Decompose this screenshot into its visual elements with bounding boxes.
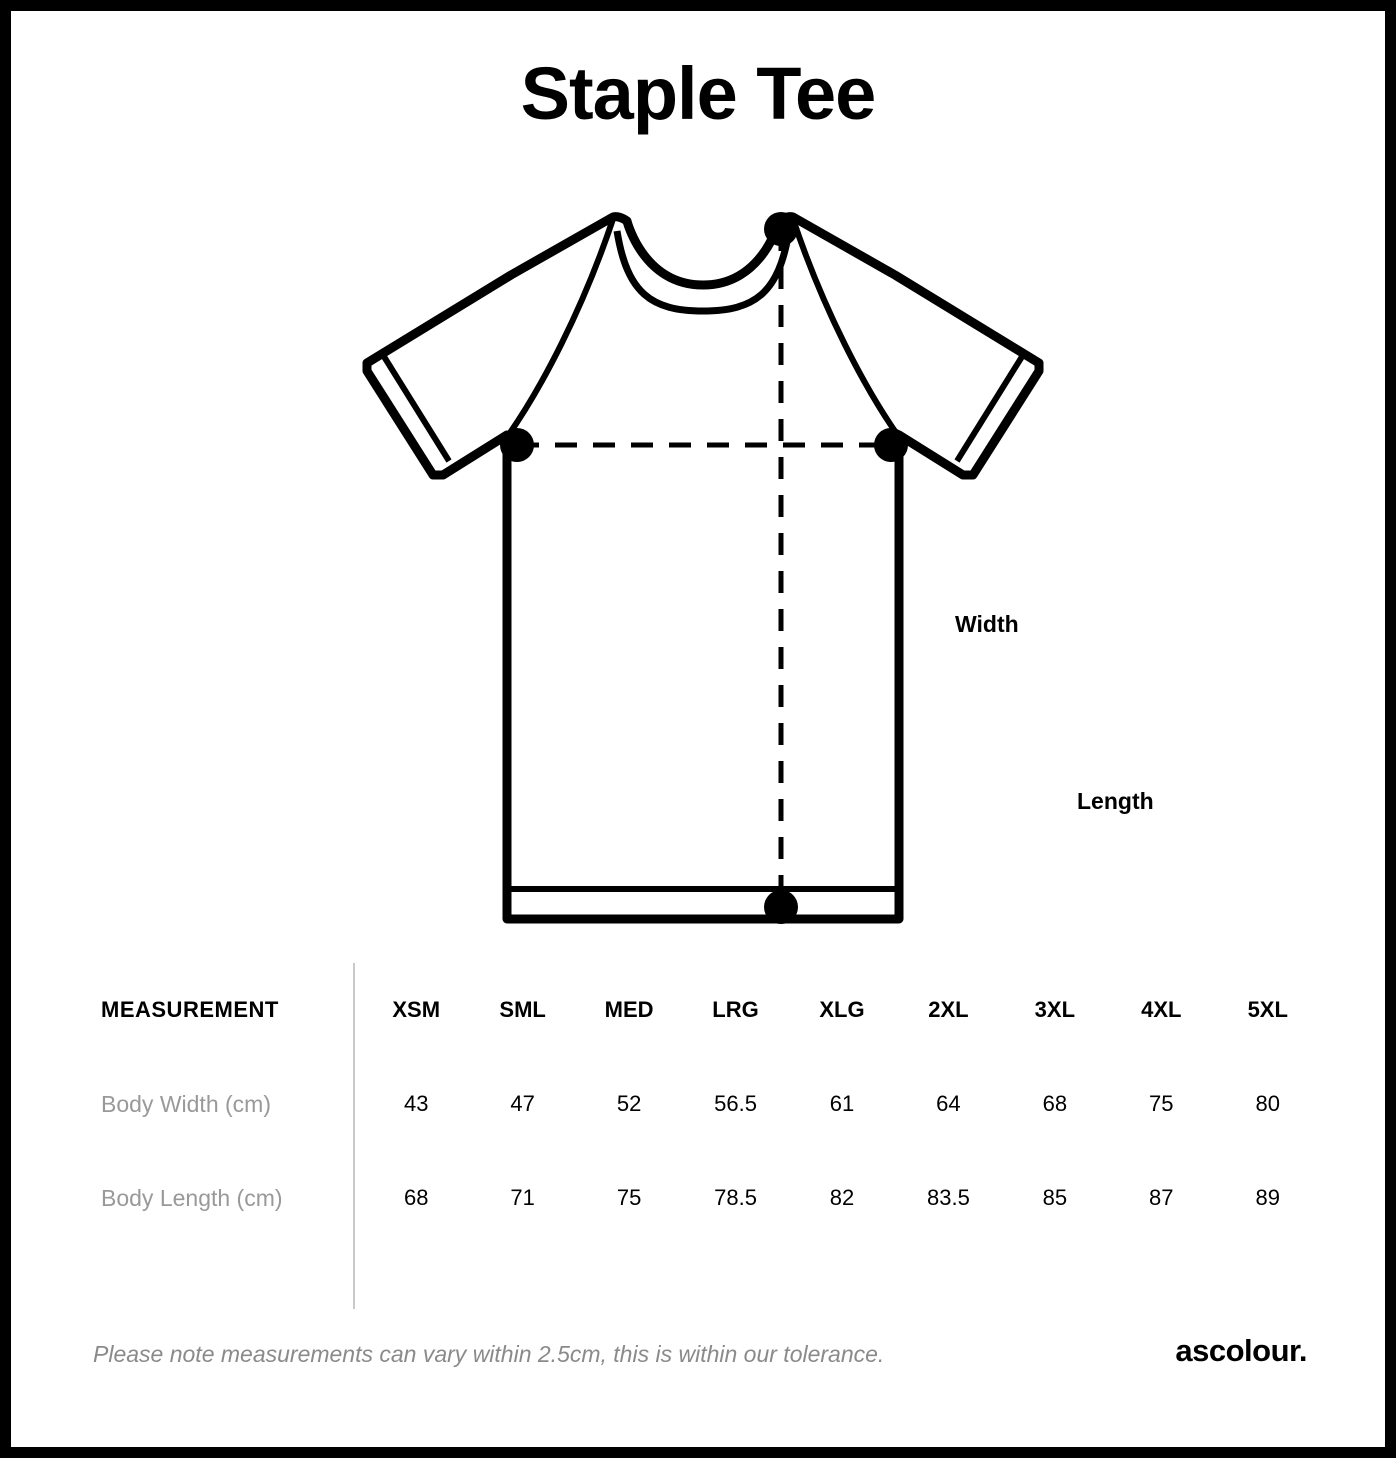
cell-body-length-xlg: 82 — [829, 1185, 855, 1210]
length-measure-label: Length — [1069, 786, 1162, 817]
table-header-row — [91, 963, 1321, 1057]
header-size-med: MED — [604, 997, 654, 1022]
brand-logo: ascolour. — [1175, 1333, 1307, 1368]
header-size-xlg: XLG — [819, 997, 865, 1022]
cell-body-length-sml: 71 — [510, 1185, 535, 1210]
table-divider — [353, 963, 355, 1309]
cell-body-length-3xl: 85 — [1042, 1185, 1068, 1210]
tshirt-outline-icon — [351, 189, 1063, 929]
header-size-4xl: 4XL — [1141, 997, 1182, 1022]
row-label-body-length: Body Length (cm) — [101, 1184, 283, 1211]
row-label-body-width: Body Width (cm) — [101, 1090, 271, 1117]
header-size-xsm: XSM — [392, 997, 441, 1022]
tshirt-diagram — [351, 189, 1154, 929]
header-measurement: MEASUREMENT — [101, 997, 279, 1022]
size-table — [91, 963, 1321, 1245]
size-table-wrapper — [91, 963, 1321, 1245]
cell-body-width-xlg: 61 — [829, 1091, 855, 1116]
page-inner — [11, 11, 1385, 1447]
cell-body-length-5xl: 89 — [1255, 1185, 1280, 1210]
header-size-5xl: 5XL — [1247, 997, 1288, 1022]
table-row — [91, 1057, 1321, 1151]
cell-body-length-2xl: 83.5 — [926, 1185, 970, 1210]
cell-body-width-sml: 47 — [510, 1091, 535, 1116]
table-head — [91, 963, 1321, 1057]
table-body — [91, 1057, 1321, 1245]
table-row — [91, 1151, 1321, 1245]
cell-body-length-4xl: 87 — [1149, 1185, 1174, 1210]
cell-body-width-5xl: 80 — [1255, 1091, 1280, 1116]
cell-body-width-lrg: 56.5 — [714, 1091, 757, 1116]
tolerance-note: Please note measurements can vary within 2.5cm, this is within our tolerance. — [93, 1341, 885, 1367]
cell-body-width-4xl: 75 — [1149, 1091, 1174, 1116]
cell-body-length-xsm: 68 — [403, 1185, 429, 1210]
cell-body-width-xsm: 43 — [403, 1091, 429, 1116]
cell-body-length-lrg: 78.5 — [714, 1185, 757, 1210]
page-title: Staple Tee — [520, 52, 876, 135]
header-size-3xl: 3XL — [1034, 997, 1076, 1022]
width-measure-label: Width — [947, 609, 1027, 640]
cell-body-width-med: 52 — [616, 1091, 642, 1116]
cell-body-length-med: 75 — [616, 1185, 642, 1210]
header-size-2xl: 2XL — [928, 997, 969, 1022]
cell-body-width-2xl: 64 — [936, 1091, 961, 1116]
header-size-sml: SML — [499, 997, 546, 1022]
header-size-lrg: LRG — [712, 997, 759, 1022]
cell-body-width-3xl: 68 — [1042, 1091, 1068, 1116]
